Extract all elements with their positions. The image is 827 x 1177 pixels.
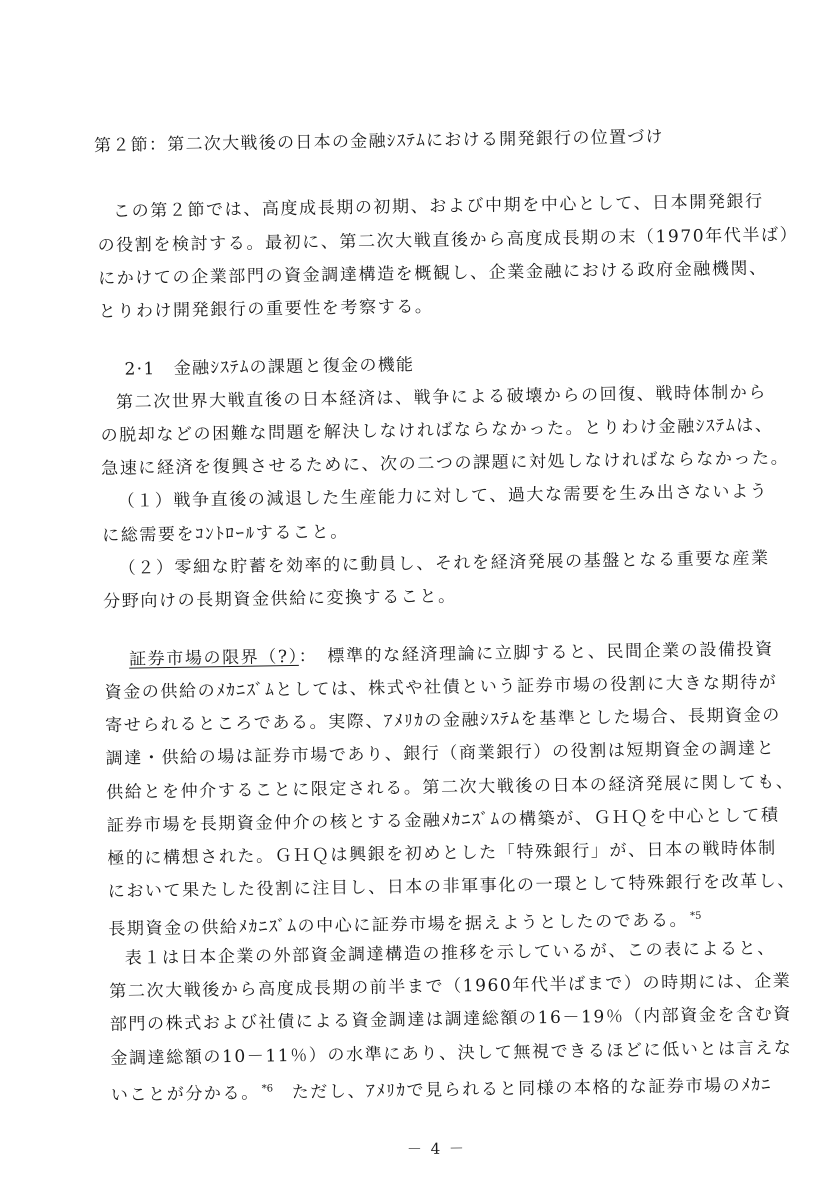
securities-line-6: 証券市場を長期資金仲介の核とする金融ﾒｶﾆｽﾞﾑの構築が、ＧＨＱを中心として積 xyxy=(106,805,780,836)
securities-label: 証券市場の限界（?） xyxy=(128,646,299,670)
securities-line-1-rest: ： 標準的な経済理論に立脚すると、民間企業の設備投資 xyxy=(298,639,774,667)
securities-line-1 xyxy=(129,639,774,669)
table-line-1: 表１は日本企業の外部資金調達構造の推移を示しているが、この表によると、 xyxy=(124,938,776,969)
section-title: 第２節：第二次大戦後の日本の金融ｼｽﾃﾑにおける開発銀行の位置づけ xyxy=(93,127,665,157)
body-line-5: に総需要をｺﾝﾄﾛｰﾙすること。 xyxy=(102,522,349,546)
table-line-5-rest: ただし、ｱﾒﾘｶで見られると同様の本格的な証券市場のﾒｶﾆ xyxy=(272,1075,772,1104)
securities-line-9 xyxy=(108,907,701,940)
table-line-3: 部門の株式および社債による資金調達は調達総額の16－19％（内部資金を含む資 xyxy=(109,1004,793,1035)
body-line-1: 第二次世界大戦直後の日本経済は、戦争による破壊からの回復、戦時体制から xyxy=(115,382,768,413)
body-line-6: （２）零細な貯蓄を効率的に動員し、それを経済発展の基盤となる重要な産業 xyxy=(118,548,770,579)
intro-line-1: この第２節では、高度成長期の初期、および中期を中心として、日本開発銀行 xyxy=(112,191,764,222)
table-line-5 xyxy=(111,1072,772,1106)
body-line-4: （１）戦争直後の減退した生産能力に対して、過大な需要を生み出さないよう xyxy=(117,481,769,512)
securities-line-8: において果たした役割に注目し、日本の非軍事化の一環として特殊銀行を改革し、 xyxy=(107,871,797,902)
securities-line-5: 供給とを仲介することに限定される。第二次大戦後の日本の経済発展に関しても、 xyxy=(106,772,795,803)
table-line-5-start: いことが分かる。 xyxy=(110,1083,260,1106)
securities-line-9-text: 長期資金の供給ﾒｶﾆｽﾞﾑの中心に証券市場を据えようとしたのである。 xyxy=(108,910,689,940)
page-number: － 4 － xyxy=(406,1139,467,1159)
footnote-mark-6: *6 xyxy=(261,1083,274,1095)
securities-line-2: 資金の供給のﾒｶﾆｽﾞﾑとしては、株式や社債という証券市場の役割に大きな期待が xyxy=(104,672,778,703)
body-line-7: 分野向けの長期資金供給に変換すること。 xyxy=(103,586,457,612)
body-line-3: 急速に経済を復興させるために、次の二つの課題に対処しなければならなかった。 xyxy=(100,448,790,479)
table-line-4: 金調達総額の10－11％）の水準にあり、決して無視できるほどに低いとは言えな xyxy=(110,1038,793,1069)
body-line-2: の脱却などの困難な問題を解決しなければならなかった。とりわけ金融ｼｽﾃﾑは、 xyxy=(100,415,774,446)
securities-line-7: 極的に構想された。ＧＨＱは興銀を初めとした「特殊銀行」が、日本の戦時体制 xyxy=(107,838,777,869)
securities-line-4: 調達・供給の場は証券市場であり、銀行（商業銀行）の役割は短期資金の調達と xyxy=(105,738,776,769)
intro-line-4: とりわけ開発銀行の重要性を考察する。 xyxy=(98,296,434,323)
securities-line-3: 寄せられるところである。実際、ｱﾒﾘｶの金融ｼｽﾃﾑを基準とした場合、長期資金の xyxy=(105,705,782,736)
table-line-2: 第二次大戦後から高度成長期の前半まで（1960年代半ばまで）の時期には、企業 xyxy=(109,971,792,1002)
subsection-title: 2·1 金融ｼｽﾃﾑの課題と復金の機能 xyxy=(124,355,415,380)
footnote-mark-5: *5 xyxy=(689,910,702,922)
intro-line-2: の役割を検討する。最初に、第二次大戦直後から高度成長期の末（1970年代半ば） xyxy=(97,225,799,257)
intro-line-3: にかけての企業部門の資金調達構造を概観し、企業金融における政府金融機関、 xyxy=(97,258,768,290)
